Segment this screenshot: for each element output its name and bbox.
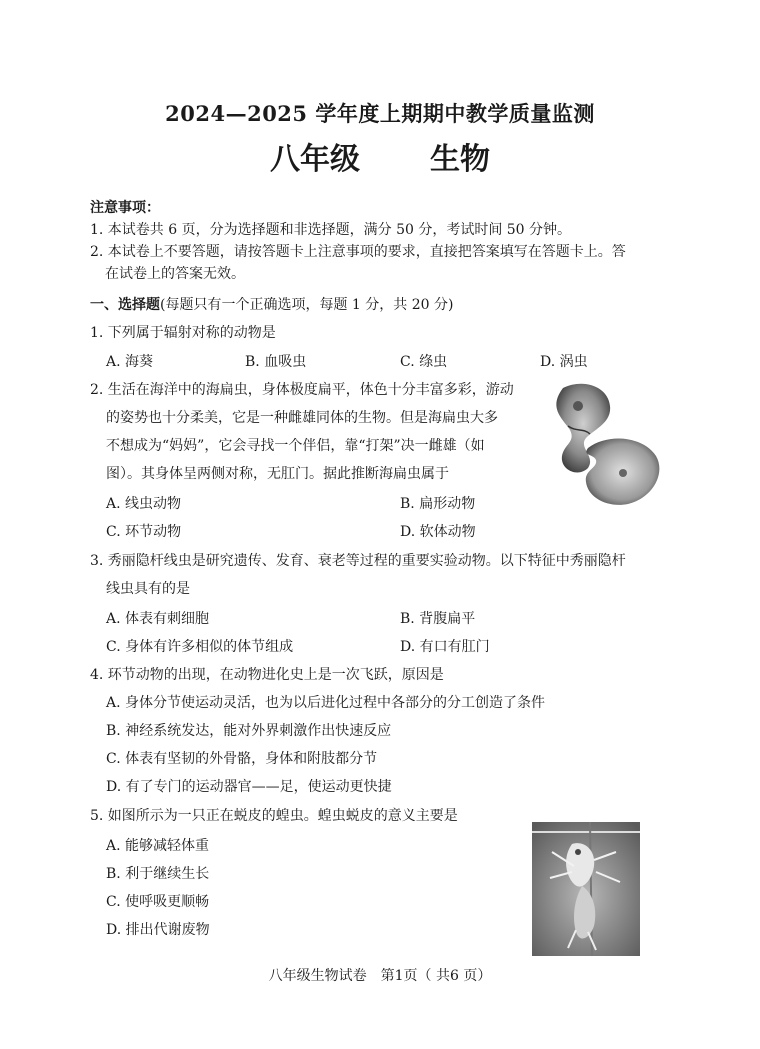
q5-option-b: B. 利于继续生长 <box>106 866 210 882</box>
q2-option-d: D. 软体动物 <box>400 524 476 540</box>
q1-option-a: A. 海葵 <box>106 354 154 370</box>
section-title: 一、选择题 <box>90 297 160 313</box>
q4-stem: 4. 环节动物的出现，在动物进化史上是一次飞跃，原因是 <box>90 667 444 683</box>
q1-option-c: C. 绦虫 <box>400 354 448 370</box>
q4-option-a: A. 身体分节使运动灵活，也为以后进化过程中各部分的分工创造了条件 <box>106 695 546 711</box>
q3-option-c: C. 身体有许多相似的体节组成 <box>106 639 294 655</box>
notes-item-1: 1. 本试卷共 6 页，分为选择题和非选择题，满分 50 分，考试时间 50 分钟。 <box>90 222 572 238</box>
notes-item-2-line-1: 2. 本试卷上不要答题，请按答题卡上注意事项的要求，直接把答案填写在答题卡上。答 <box>90 244 626 260</box>
q1-option-d: D. 涡虫 <box>540 354 588 370</box>
q3-option-b: B. 背腹扁平 <box>400 611 476 627</box>
q2-option-b: B. 扁形动物 <box>400 496 476 512</box>
notes-item-2-line-2: 在试卷上的答案无效。 <box>105 266 245 282</box>
q2-line-2: 的姿势也十分柔美，它是一种雌雄同体的生物。但是海扁虫大多 <box>106 410 498 426</box>
q2-line-4: 图）。其身体呈两侧对称，无肛门。据此推断海扁虫属于 <box>106 466 449 482</box>
subject-label: 生物 <box>430 142 490 177</box>
exam-title: 2024—2025 学年度上期期中教学质量监测 <box>165 101 595 126</box>
section-heading <box>90 295 453 315</box>
flatworm-image <box>548 378 666 508</box>
q5-stem: 5. 如图所示为一只正在蜕皮的蝗虫。蝗虫蜕皮的意义主要是 <box>90 808 458 824</box>
q5-option-a: A. 能够减轻体重 <box>106 838 210 854</box>
q2-option-c: C. 环节动物 <box>106 524 182 540</box>
q1-stem: 1. 下列属于辐射对称的动物是 <box>90 325 276 341</box>
q2-option-a: A. 线虫动物 <box>106 496 182 512</box>
exam-subtitle <box>0 134 760 178</box>
q5-option-d: D. 排出代谢废物 <box>106 922 210 938</box>
grade-label: 八年级 <box>270 142 360 177</box>
locust-molting-image <box>532 822 640 956</box>
notes-heading: 注意事项： <box>90 200 160 216</box>
q1-option-b: B. 血吸虫 <box>245 354 307 370</box>
section-description: (每题只有一个正确选项，每题 1 分，共 20 分) <box>160 297 454 313</box>
q5-option-c: C. 使呼吸更顺畅 <box>106 894 210 910</box>
q3-line-1: 3. 秀丽隐杆线虫是研究遗传、发育、衰老等过程的重要实验动物。以下特征中秀丽隐杆 <box>90 553 626 569</box>
q4-option-d: D. 有了专门的运动器官——足，使运动更快捷 <box>106 779 392 795</box>
q2-line-1: 2. 生活在海洋中的海扁虫，身体极度扁平，体色十分丰富多彩，游动 <box>90 382 514 398</box>
q4-option-b: B. 神经系统发达，能对外界刺激作出快速反应 <box>106 723 392 739</box>
q3-line-2: 线虫具有的是 <box>106 581 190 597</box>
q2-line-3: 不想成为“妈妈”，它会寻找一个伴侣，靠“打架”决一雌雄（如 <box>106 438 485 454</box>
page-footer: 八年级生物试卷 第1页（ 共6 页） <box>268 968 492 984</box>
q4-option-c: C. 体表有坚韧的外骨骼，身体和附肢都分节 <box>106 751 378 767</box>
q3-option-a: A. 体表有刺细胞 <box>106 611 210 627</box>
q3-option-d: D. 有口有肛门 <box>400 639 490 655</box>
